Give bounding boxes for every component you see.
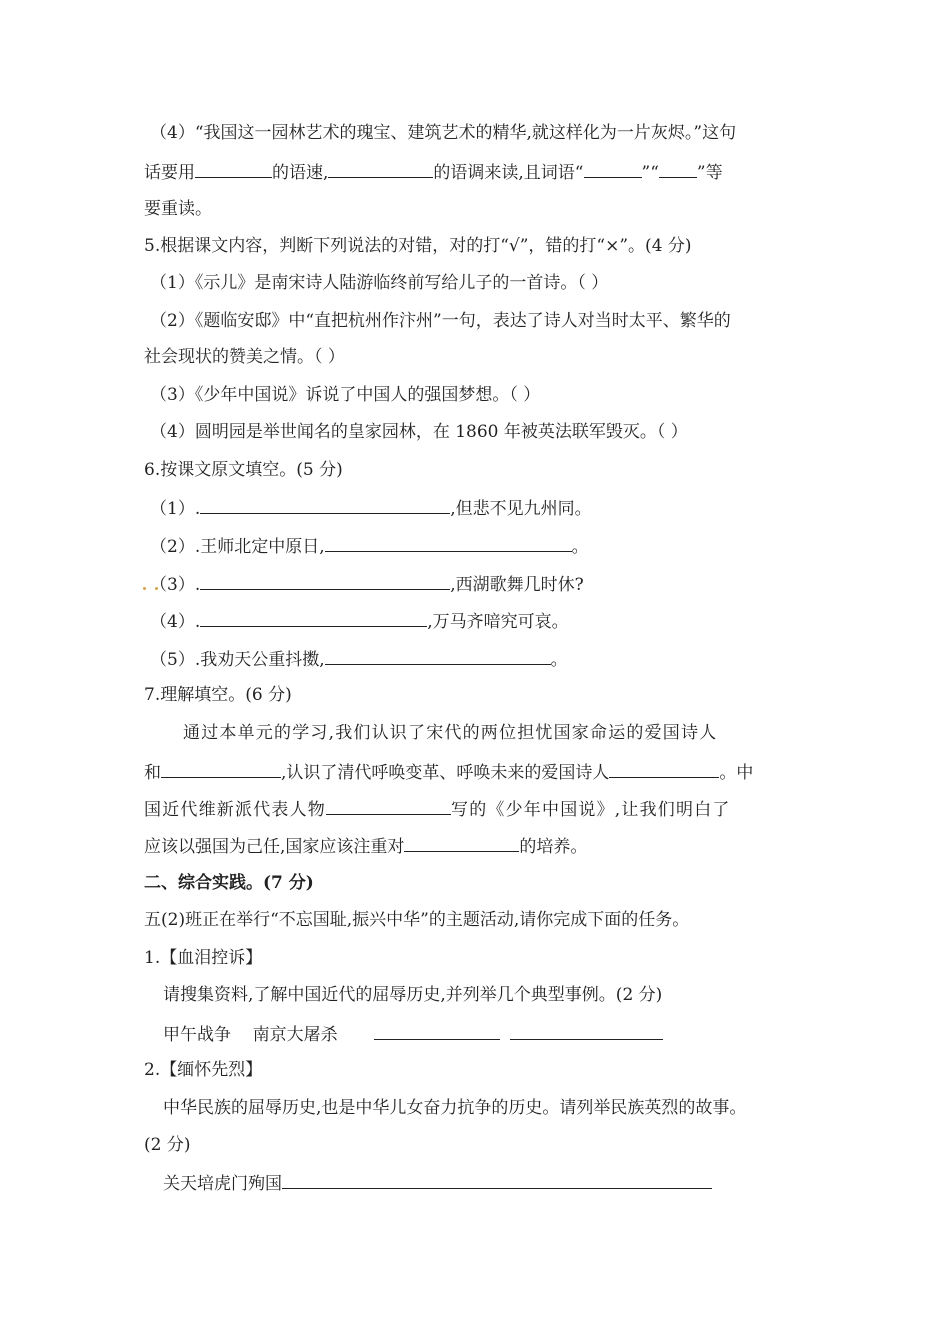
q6-item1-prefix: （1）. [150,499,201,519]
q5-item4: （4）圆明园是举世闻名的皇家园林，在 1860 年被英法联军毁灭。（ ） [150,422,688,442]
q6-item5 [150,646,568,672]
q7-para-line3 [144,796,731,822]
q6-blank-4[interactable] [200,608,427,627]
task2-desc: 中华民族的屈辱历史,也是中华儿女奋力抗争的历史。请列举民族英烈的故事。 [163,1098,747,1118]
q4-line2 [144,159,723,185]
blank-qing-poet[interactable] [609,759,719,778]
blank-song-poets[interactable] [161,759,281,778]
blank-tone[interactable] [328,159,433,178]
q6-item3 [150,571,584,597]
task1-desc: 请搜集资料,了解中国近代的屈辱历史,并列举几个典型事例。(2 分) [163,985,663,1005]
q7-para-line2 [144,759,753,785]
q7-text-nation: 应该以强国为己任,国家应该注重对 [144,837,405,857]
q6-item5-suffix: 。 [550,650,568,670]
q4-text-c: 的语调来读,且词语“ [433,163,584,183]
q7-text-he: 和 [144,763,161,783]
task1-title: 1.【血泪控诉】 [144,948,263,968]
q6-item2-suffix: 。 [571,537,589,557]
q7-text-qing: ,认识了清代呼唤变革、呼唤未来的爱国诗人 [281,763,610,783]
section2-intro: 五(2)班正在举行“不忘国耻,振兴中华”的主题活动,请你完成下面的任务。 [144,910,690,930]
blank-word-1[interactable] [584,159,642,178]
task2-example-text: 关天培虎门殉国 [163,1174,282,1194]
q5-item3: （3）《少年中国说》诉说了中国人的强国梦想。（ ） [150,385,541,405]
q4-line1: （4）“我国这一园林艺术的瑰宝、建筑艺术的精华,就这样化为一片灰烬。”这句 [150,123,737,143]
q4-text-b: 的语速, [272,163,329,183]
q6-item1-suffix: ,但悲不见九州同。 [450,499,592,519]
q6-item1 [150,495,592,521]
task1-example-text: 甲午战争 南京大屠杀 [163,1025,338,1045]
q5-title: 5.根据课文内容，判断下列说法的对错，对的打“√”，错的打“×”。(4 分) [144,236,692,256]
blank-cultivation[interactable] [404,833,519,852]
task2-score: (2 分) [144,1135,191,1155]
task1-blank-2[interactable] [510,1021,663,1040]
q7-title: 7.理解填空。(6 分) [144,685,292,705]
task1-examples [163,1021,663,1047]
q6-item4-prefix: （4）. [150,612,201,632]
q6-blank-2[interactable] [325,533,572,552]
q6-blank-1[interactable] [200,495,450,514]
q7-text-zhong: 。中 [719,763,754,783]
stray-mark-dot [143,587,146,590]
q5-item2-line1: （2）《题临安邸》中“直把杭州作汴州”一句，表达了诗人对当时太平、繁华的 [150,311,731,331]
q6-blank-3[interactable] [200,571,450,590]
q7-para-line4 [144,833,587,859]
q6-blank-5[interactable] [325,646,551,665]
q5-item1: （1）《示儿》是南宋诗人陆游临终前写给儿子的一首诗。（ ） [150,273,609,293]
q6-item3-prefix: （3）. [150,575,201,595]
blank-word-2[interactable] [659,159,697,178]
q7-text-peiyang: 的培养。 [519,837,588,857]
q7-text-shaonian: 写的《少年中国说》,让我们明白了 [451,800,731,820]
q4-text-e: ”等 [696,163,723,183]
q6-item4 [150,608,569,634]
blank-speed[interactable] [195,159,272,178]
q6-item2 [150,533,589,559]
q6-title: 6.按课文原文填空。(5 分) [144,460,343,480]
q6-item5-prefix: （5）.我劝天公重抖擞, [150,650,325,670]
q6-item2-prefix: （2）.王师北定中原日, [150,537,325,557]
task2-example-line [163,1170,712,1196]
q7-text-reformer: 国近代维新派代表人物 [144,800,326,820]
q4-text-d: ”“ [641,163,659,183]
section2-title: 二、综合实践。(7 分) [144,873,314,893]
task2-title: 2.【缅怀先烈】 [144,1060,263,1080]
q7-para-line1: 通过本单元的学习,我们认识了宋代的两位担忧国家命运的爱国诗人 [183,723,718,743]
blank-reformer[interactable] [326,796,451,815]
q4-line3: 要重读。 [144,199,212,219]
q4-text-a: 话要用 [144,163,195,183]
q6-item3-suffix: ,西湖歌舞几时休? [450,575,584,595]
task2-blank[interactable] [282,1170,712,1189]
task1-blank-1[interactable] [374,1021,500,1040]
q5-item2-line2: 社会现状的赞美之情。（ ） [144,347,345,367]
q6-item4-suffix: ,万马齐喑究可哀。 [427,612,569,632]
